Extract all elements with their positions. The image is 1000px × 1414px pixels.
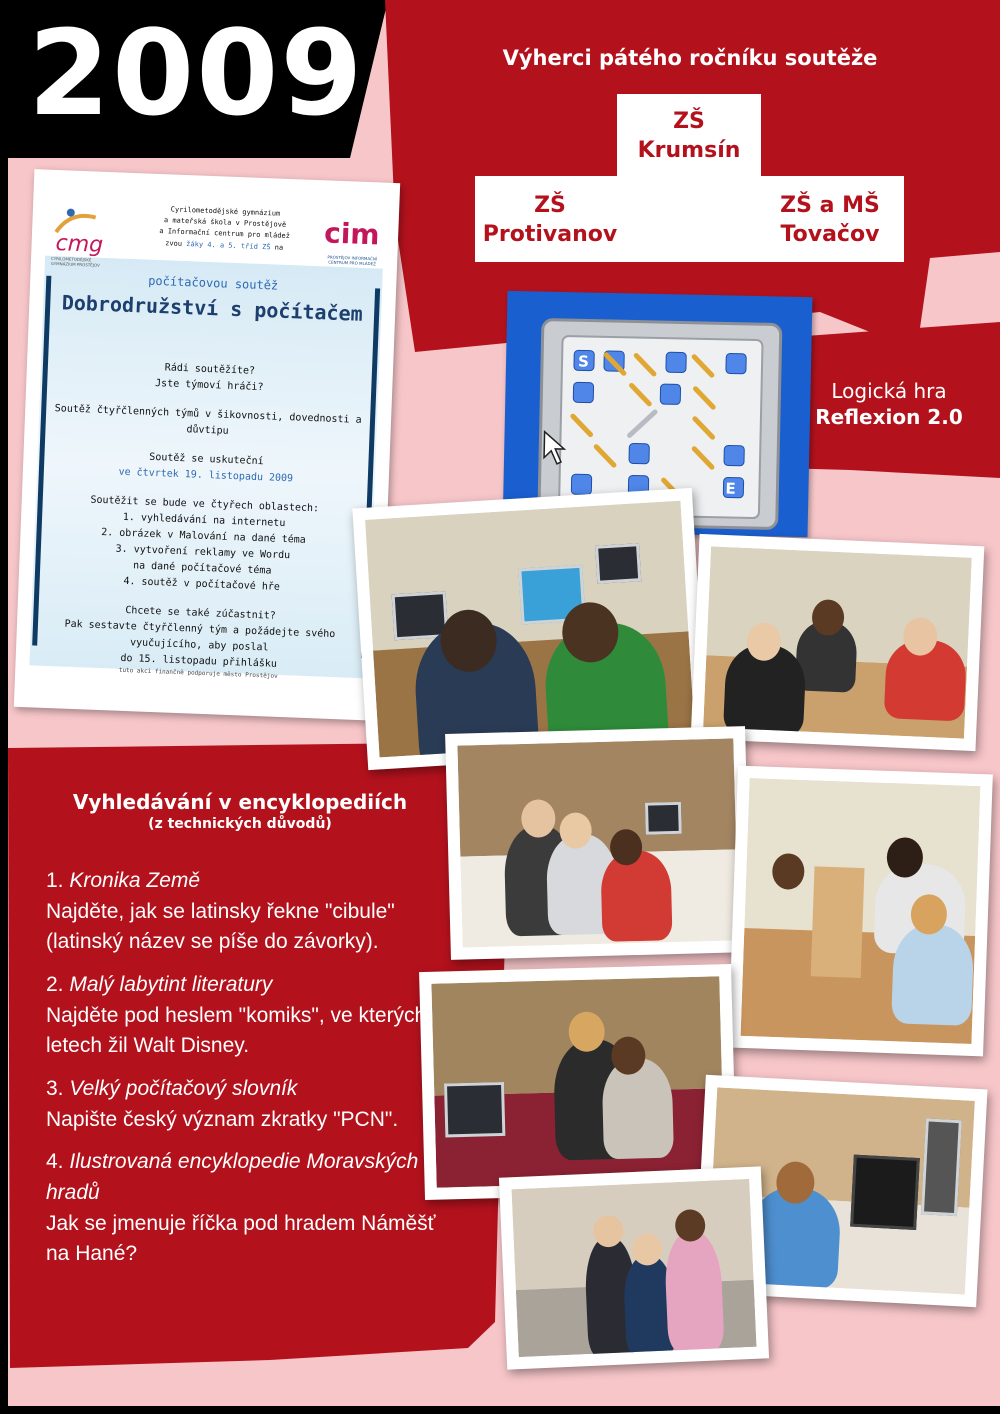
poster-join-question: Chcete se také zúčastnit? [125, 604, 276, 622]
game-end-letter: E [725, 479, 736, 498]
frame-left [0, 0, 8, 1414]
poster-question-1: Rádi soutěžíte? [164, 362, 256, 377]
podium-first-line1: ZŠ [673, 109, 705, 134]
year-heading: 2009 [28, 4, 365, 142]
podium-middle-filler [623, 176, 758, 262]
poster-area: 3. vytvoření reklamy ve Wordu [115, 543, 291, 562]
task-text: Najděte pod heslem "komiks", ve kterých letech žil Walt Disney. [46, 1003, 427, 1058]
poster-header-line: Cyrilometodějské gymnázium [170, 205, 281, 218]
podium-first [617, 94, 761, 176]
encyclopedia-task-list [46, 866, 436, 1282]
poster-areas [38, 491, 367, 599]
photo-jenga-image [741, 778, 981, 1044]
cmg-logo-text: cmg [55, 231, 104, 258]
poster-area: 4. soutěž v počítačové hře [123, 575, 281, 593]
poster-header-line: a mateřská škola v Prostějově [163, 216, 287, 230]
task-number: 3. [46, 1076, 70, 1100]
poster-join-text: Pak sestavte čtyřčlenný tým a požádejte svého vyučujícího, aby poslal [64, 618, 336, 654]
game-start-letter: S [577, 352, 590, 371]
encyclopedia-task [46, 1074, 436, 1135]
podium-second [475, 176, 625, 262]
poster-header-suffix: na [270, 242, 284, 252]
photo-group-kids-image [511, 1179, 756, 1357]
poster-join-deadline: do 15. listopadu přihlášku [120, 652, 278, 670]
podium-third-line1: ZŠ a MŠ [780, 193, 880, 218]
task-number: 4. [46, 1150, 70, 1174]
photo-encyclopedia-search-image [457, 738, 738, 947]
task-number: 2. [46, 972, 70, 996]
task-text: Najděte, jak se latinsky řekne "cibule" (latinský název se píše do závorky). [46, 899, 395, 954]
task-text: Napište český význam zkratky "PCN". [46, 1107, 399, 1131]
poster-header-line: a Informační centrum pro mládež [159, 227, 291, 241]
encyclopedia-task [46, 866, 436, 958]
task-number: 1. [46, 869, 70, 892]
photo-computer-lab-image [365, 501, 695, 758]
encyclopedia-title: Vyhledávání v encyklopediích [72, 790, 408, 814]
podium-second-line2: Protivanov [482, 221, 618, 247]
competition-poster [14, 169, 400, 721]
podium-first-line2: Krumsín [637, 137, 741, 163]
photo-group-kids [499, 1166, 769, 1369]
task-book: Velký počítačový slovník [69, 1076, 298, 1100]
poster-header [137, 203, 314, 254]
task-book: Ilustrovaná encyklopedie Moravských hradů [46, 1150, 419, 1204]
cim-logo-text: cim [323, 216, 381, 252]
poster-area: na dané počítačové téma [132, 560, 272, 577]
poster-question-2: Jste týmoví hráči? [154, 377, 264, 394]
poster-areas-intro: Soutěžit se bude ve čtyřech oblastech: [90, 494, 320, 515]
poster-when-label: Soutěž se uskuteční [149, 451, 264, 468]
frame-bottom [0, 1406, 1000, 1414]
poster-teams: Soutěž čtyřčlenných týmů v šikovnosti, dovednosti a důvtipu [54, 403, 362, 437]
poster-footnote: tuto akci finančně podporuje město Prostějov [118, 666, 278, 680]
photo-table-game-image [703, 546, 972, 738]
poster-subtitle: počítačovou soutěž [147, 273, 279, 293]
task-book: Kronika Země [69, 869, 201, 892]
poster-area: 2. obrázek v Malování na dané téma [100, 527, 306, 546]
photo-reading-books-image [431, 976, 724, 1187]
poster-title: Dobrodružství s počítačem [61, 290, 364, 326]
cmg-logo-caption: CYRILOMETODĚJSKÉ GYMNÁZIUM PROSTĚJOV [50, 255, 100, 268]
poster-area: 1. vyhledávání na internetu [122, 511, 286, 530]
encyclopedia-subtitle: (z technických důvodů) [148, 816, 332, 832]
poster-header-prefix: zvou [165, 238, 187, 248]
encyclopedia-task [46, 1147, 436, 1270]
photo-jenga [728, 766, 993, 1057]
cim-logo [319, 206, 387, 260]
photo-encyclopedia-search [445, 726, 751, 960]
poster-when-date: ve čtvrtek 19. listopadu 2009 [118, 466, 294, 485]
winners-title: Výherci pátého ročníku soutěže [502, 46, 878, 70]
cim-logo-caption: PROSTĚJOV INFORMAČNÍ CENTRUM PRO MLÁDEŽ [327, 254, 378, 267]
game-label [786, 378, 992, 430]
podium-third-line2: Tovačov [780, 221, 880, 247]
podium-third [756, 176, 904, 262]
poster-body [35, 356, 373, 689]
encyclopedia-task [46, 970, 436, 1062]
photo-table-game [691, 534, 985, 751]
game-label-text: Logická hra [831, 379, 947, 403]
photo-reading-books [419, 964, 737, 1200]
podium-second-line1: ZŠ [534, 193, 566, 218]
poster-header-highlight: žáky 4. a 5. tříd ZŠ [186, 239, 271, 251]
game-name: Reflexion 2.0 [815, 405, 963, 429]
task-book: Malý labytint literatury [69, 972, 273, 996]
task-text: Jak se jmenuje říčka pod hradem Náměšť na Hané? [46, 1211, 436, 1266]
